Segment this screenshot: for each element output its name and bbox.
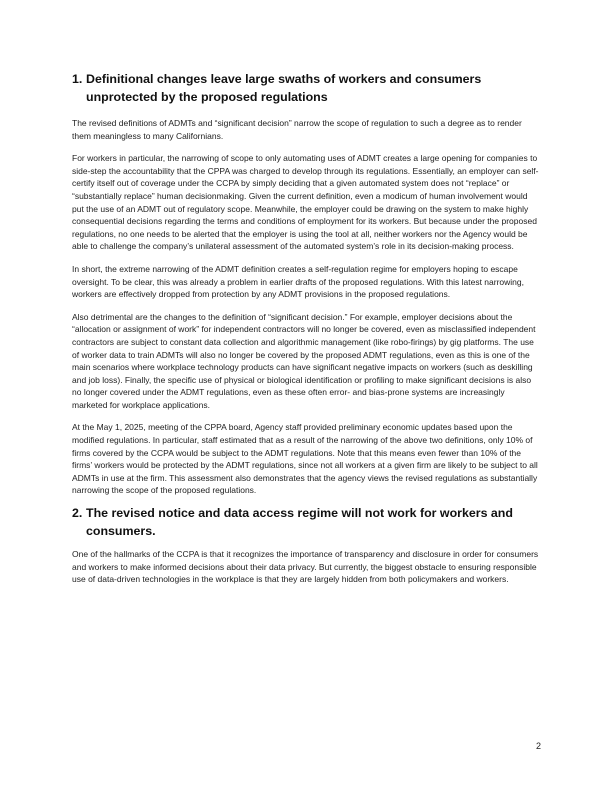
section-2-title: The revised notice and data access regime will not work for workers and consumers. (86, 506, 513, 539)
section-1-paragraph-3: In short, the extreme narrowing of the ADMT definition creates a self-regulation regime for employers hoping to escape oversight. To be clear, this was already a problem in earlier drafts of the proposed regulations. With this latest narrowing, workers are effectively dropped from protection by any ADMT provisions in the proposed regulations. (72, 263, 524, 300)
section-2-number: 2. (72, 506, 83, 521)
section-2-paragraph-1: One of the hallmarks of the CCPA is that it recognizes the importance of transparency and disclosure in order for consumers and workers to make informed decisions about their data privacy. But currently, the biggest obstacle to ensuring responsible use of data-driven technologies in the workplace is that they are largely hidden from both policymakers and workers. (72, 549, 539, 585)
section-1-title: Definitional changes leave large swaths of workers and consumers unprotected by the proposed regulations (86, 72, 482, 104)
section-1-paragraph-5: At the May 1, 2025, meeting of the CPPA board, Agency staff provided preliminary economic updates based upon the modified regulations. In particular, staff estimated that as a result of the narrowing of the above two definitions, only 10% of firms covered by the CCPA would be subject to the ADMT regulations. Note that this means even fewer than 10% of the firms’ workers would be protected by the ADMT regulations, since not all workers at a given firm are likely to be subject to all ADMTs in use at the firm. This assessment also demonstrates that the agency views the revised regulations as substantially narrowing the scope of the proposed regulations. (72, 422, 538, 496)
section-1-heading (72, 70, 540, 106)
section-1-number: 1. (72, 72, 83, 86)
section-1-paragraph-1: The revised definitions of ADMTs and “significant decision” narrow the scope of regulation to such a degree as to render them meaningless to many Californians. (72, 118, 522, 141)
section-1-paragraph-2: For workers in particular, the narrowing of scope to only automating uses of ADMT creates a large opening for companies to side-step the accountability that the CPPA was charged to develop through its regulations. Essentially, an employer can self-certify itself out of coverage under the CCPA by simply deciding that a given automated system does not “replace” or “substantially replace” human decisionmaking. Given the current definition, even a modicum of human involvement would put the use of an ADMT out of regulatory scope. Meanwhile, the employer could be drawing on the system to make highly consequential decisions regarding the terms and conditions of employment for its workers. But because under the proposed regulations, no one needs to be alerted that the employer is using the tool at all, neither workers nor the Agency would be able to challenge the company’s unilateral assessment of the automated system’s role in its decision-making process. (72, 153, 539, 252)
page-number: 2 (535, 741, 541, 751)
section-1-paragraph-4: Also detrimental are the changes to the definition of “significant decision.” For example, employer decisions about the “allocation or assignment of work” for independent contractors will no longer be covered, even as misclassified independent contractors are subject to constant data collection and algorithmic management (like robo-firings) by gig platforms. The use of worker data to train ADMTs will also no longer be covered by the proposed ADMT regulations, even as this is one of the main scenarios where workplace technology products can have significant negative impacts on workers (such as deskilling and job loss). Finally, the specific use of physical or biological identification or profiling to make significant decisions is also no longer covered under the ADMT regulations, even as these often error- and bias-prone systems are increasingly marketed for workplace applications. (72, 311, 536, 410)
section-2-heading (72, 504, 540, 540)
document-page (72, 70, 540, 586)
